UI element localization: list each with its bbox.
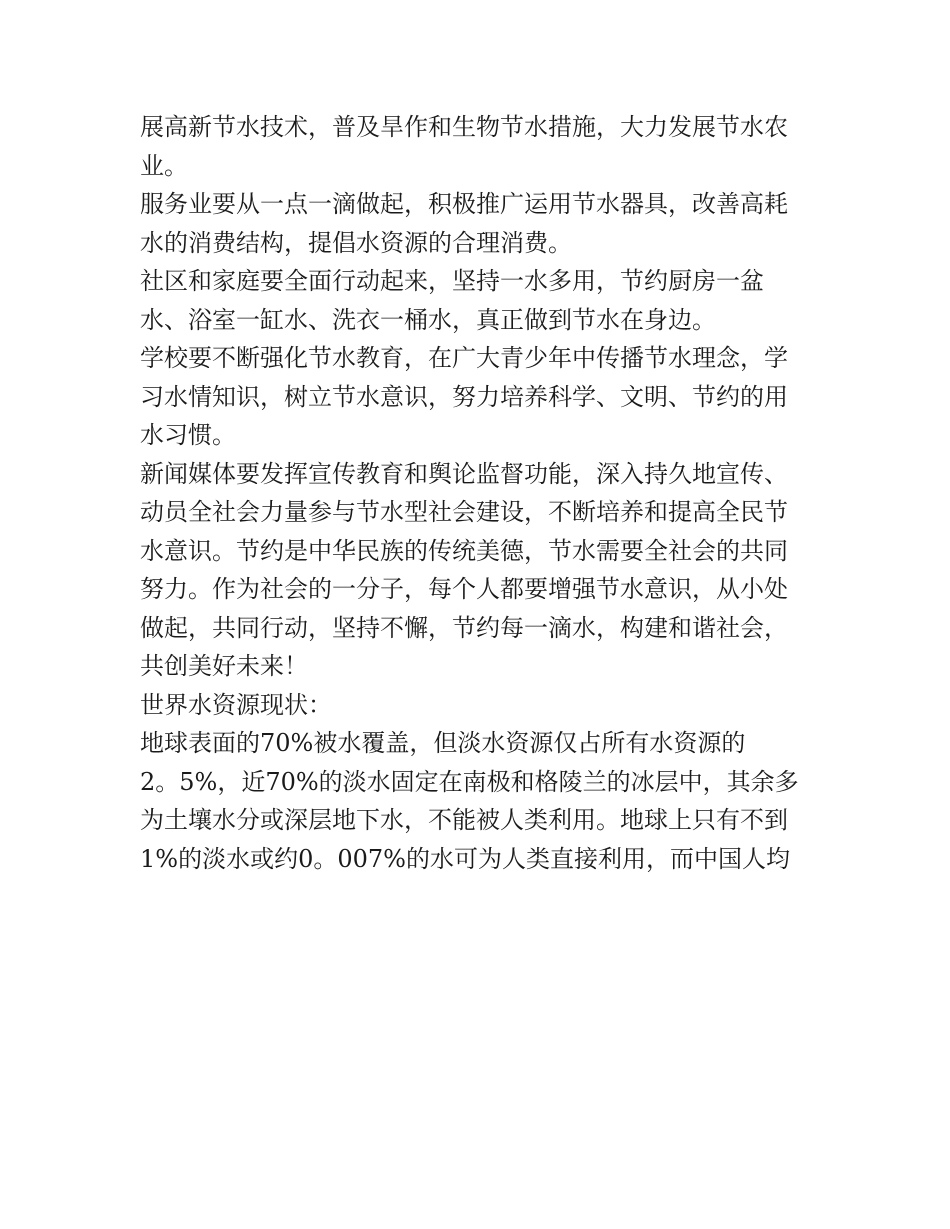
text-line: 共创美好未来！: [140, 652, 308, 680]
text-line: 社区和家庭要全面行动起来，坚持一水多用，节约厨房一盆: [140, 267, 764, 295]
text-line: 水习惯。: [140, 421, 236, 449]
text-line: 做起，共同行动，坚持不懈，节约每一滴水，构建和谐社会，: [140, 613, 788, 642]
text-line: 为土壤水分或深层地下水，不能被人类利用。地球上只有不到: [140, 806, 788, 834]
text-line: 服务业要从一点一滴做起，积极推广运用节水器具，改善高耗: [140, 190, 788, 218]
text-line: 水的消费结构，提倡水资源的合理消费。: [140, 228, 572, 257]
text-line: 1%的淡水或约0。007%的水可为人类直接利用，而中国人均: [140, 844, 790, 873]
body-text: [140, 108, 820, 878]
text-line: 水、浴室一缸水、洗衣一桶水，真正做到节水在身边。: [140, 305, 716, 334]
text-line: 学校要不断强化节水教育，在广大青少年中传播节水理念，学: [140, 344, 788, 372]
text-line: 努力。作为社会的一分子，每个人都要增强节水意识，从小处: [140, 575, 788, 603]
text-line: 动员全社会力量参与节水型社会建设，不断培养和提高全民节: [140, 498, 788, 526]
text-line: 2。5%，近70%的淡水固定在南极和格陵兰的冰层中，其余多: [140, 767, 799, 796]
text-line: 水意识。节约是中华民族的传统美德，节水需要全社会的共同: [140, 536, 788, 565]
text-line: 习水情知识，树立节水意识，努力培养科学、文明、节约的用: [140, 382, 788, 411]
text-line: 地球表面的70%被水覆盖，但淡水资源仅占所有水资源的: [140, 729, 746, 757]
text-line: 世界水资源现状：: [140, 690, 332, 719]
text-line: 业。: [140, 151, 188, 180]
text-line: 展高新节水技术，普及旱作和生物节水措施，大力发展节水农: [140, 113, 788, 141]
text-line: 新闻媒体要发挥宣传教育和舆论监督功能，深入持久地宣传、: [140, 459, 788, 488]
